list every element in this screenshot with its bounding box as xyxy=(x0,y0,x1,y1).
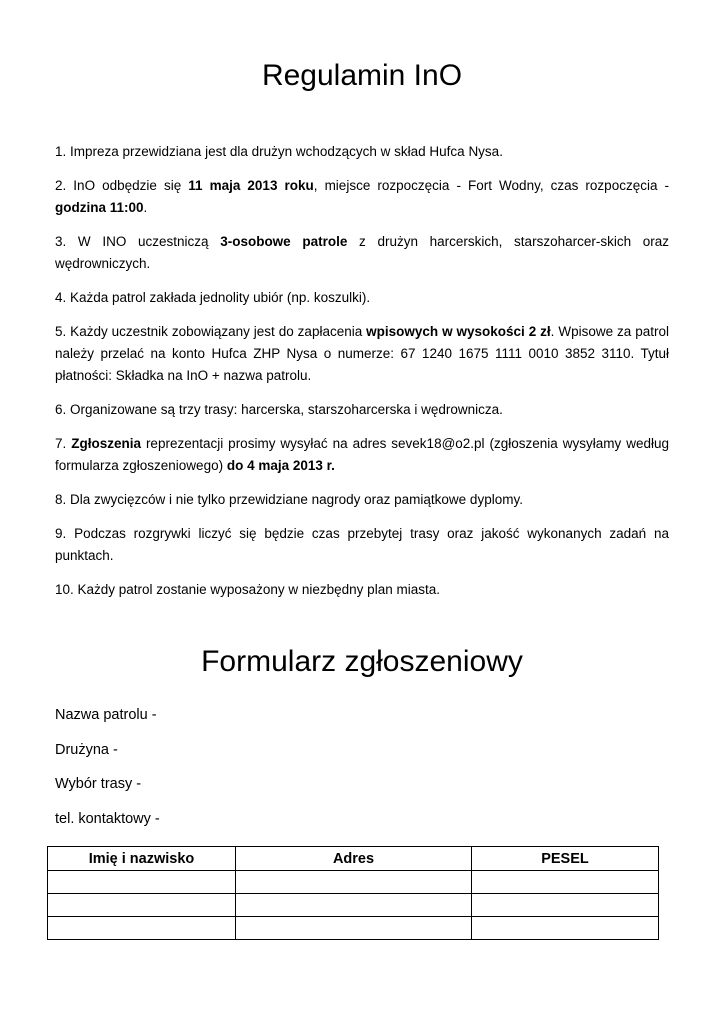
rule-text: 2. InO odbędzie się xyxy=(55,178,189,193)
rule-emphasis: godzina 11:00 xyxy=(55,200,144,215)
rule-emphasis: wpisowych w wysokości 2 zł xyxy=(366,324,551,339)
table-header-row xyxy=(48,847,659,871)
table-cell[interactable] xyxy=(472,894,659,917)
page-title: Regulamin InO xyxy=(261,59,463,92)
table-cell[interactable] xyxy=(472,917,659,940)
rule-text: 5. Każdy uczestnik zobowiązany jest do zapłacenia xyxy=(55,324,367,339)
rule-text: 1. Impreza przewidziana jest dla drużyn wchodzących w skład Hufca Nysa. xyxy=(55,144,503,159)
rules-list xyxy=(55,141,669,613)
header-address: Adres xyxy=(236,847,472,871)
rule-item-9 xyxy=(55,523,669,567)
participants-table xyxy=(47,846,659,940)
table-row xyxy=(48,917,659,940)
rule-text: 7. xyxy=(55,436,72,451)
rule-text: 4. Każda patrol zakłada jednolity ubiór (np. koszulki). xyxy=(55,290,371,305)
table-cell[interactable] xyxy=(48,917,236,940)
form-title: Formularz zgłoszeniowy xyxy=(201,645,523,678)
table-cell[interactable] xyxy=(236,871,472,894)
table-cell[interactable] xyxy=(236,917,472,940)
rule-text: 9. Podczas rozgrywki liczyć się będzie czas przebytej trasy oraz jakość wykonanych zadań na punktach. xyxy=(55,526,669,563)
form-fields xyxy=(55,703,669,841)
field-patrol-name: Nazwa patrolu - xyxy=(55,707,157,723)
field-team: Drużyna - xyxy=(55,741,118,758)
rule-text: 3. W INO uczestniczą xyxy=(55,234,221,249)
rule-emphasis: 3-osobowe patrole xyxy=(220,234,348,249)
table-cell[interactable] xyxy=(472,871,659,894)
rule-text: z drużyn harcerskich, starszoharcer-skich oraz wędrowniczych. xyxy=(55,234,670,271)
rule-emphasis: do 4 maja 2013 r. xyxy=(226,458,335,473)
header-pesel: PESEL xyxy=(472,847,659,871)
rule-item-4 xyxy=(55,287,669,309)
rule-item-10 xyxy=(55,579,669,601)
table-cell[interactable] xyxy=(48,871,236,894)
rule-item-7 xyxy=(55,433,669,477)
rule-text: . xyxy=(143,200,148,215)
table-row xyxy=(48,894,659,917)
table-cell[interactable] xyxy=(236,894,472,917)
table-cell[interactable] xyxy=(48,894,236,917)
rule-text: , miejsce rozpoczęcia - Fort Wodny, czas rozpoczęcia - xyxy=(313,178,670,193)
field-contact-phone: tel. kontaktowy - xyxy=(55,810,160,827)
rule-text: 8. Dla zwycięzców i nie tylko przewidziane nagrody oraz pamiątkowe dyplomy. xyxy=(55,492,523,507)
rule-item-3 xyxy=(55,231,669,275)
rule-item-2 xyxy=(55,175,669,219)
header-name: Imię i nazwisko xyxy=(48,847,236,871)
rule-emphasis: Zgłoszenia xyxy=(71,436,141,451)
field-route-choice: Wybór trasy - xyxy=(55,776,142,792)
rule-text: reprezentacji prosimy wysyłać na adres sevek18@o2.pl (zgłoszenia wysyłamy według formularza zgłoszeniowego) xyxy=(55,436,669,473)
rule-item-1 xyxy=(55,141,669,163)
rule-text: 10. Każdy patrol zostanie wyposażony w niezbędny plan miasta. xyxy=(55,582,440,597)
table-row xyxy=(48,871,659,894)
rule-item-5 xyxy=(55,321,669,387)
rule-text: . Wpisowe za patrol należy przelać na konto Hufca ZHP Nysa o numerze: 67 1240 1675 1111 0010 3852 3110. Tytuł płatności: Składka na InO + nazwa patrolu. xyxy=(55,324,669,383)
rule-text: 6. Organizowane są trzy trasy: harcerska, starszoharcerska i wędrownicza. xyxy=(55,402,503,417)
rule-item-8 xyxy=(55,489,669,511)
rule-emphasis: 11 maja 2013 roku xyxy=(188,178,314,193)
rule-item-6 xyxy=(55,399,669,421)
